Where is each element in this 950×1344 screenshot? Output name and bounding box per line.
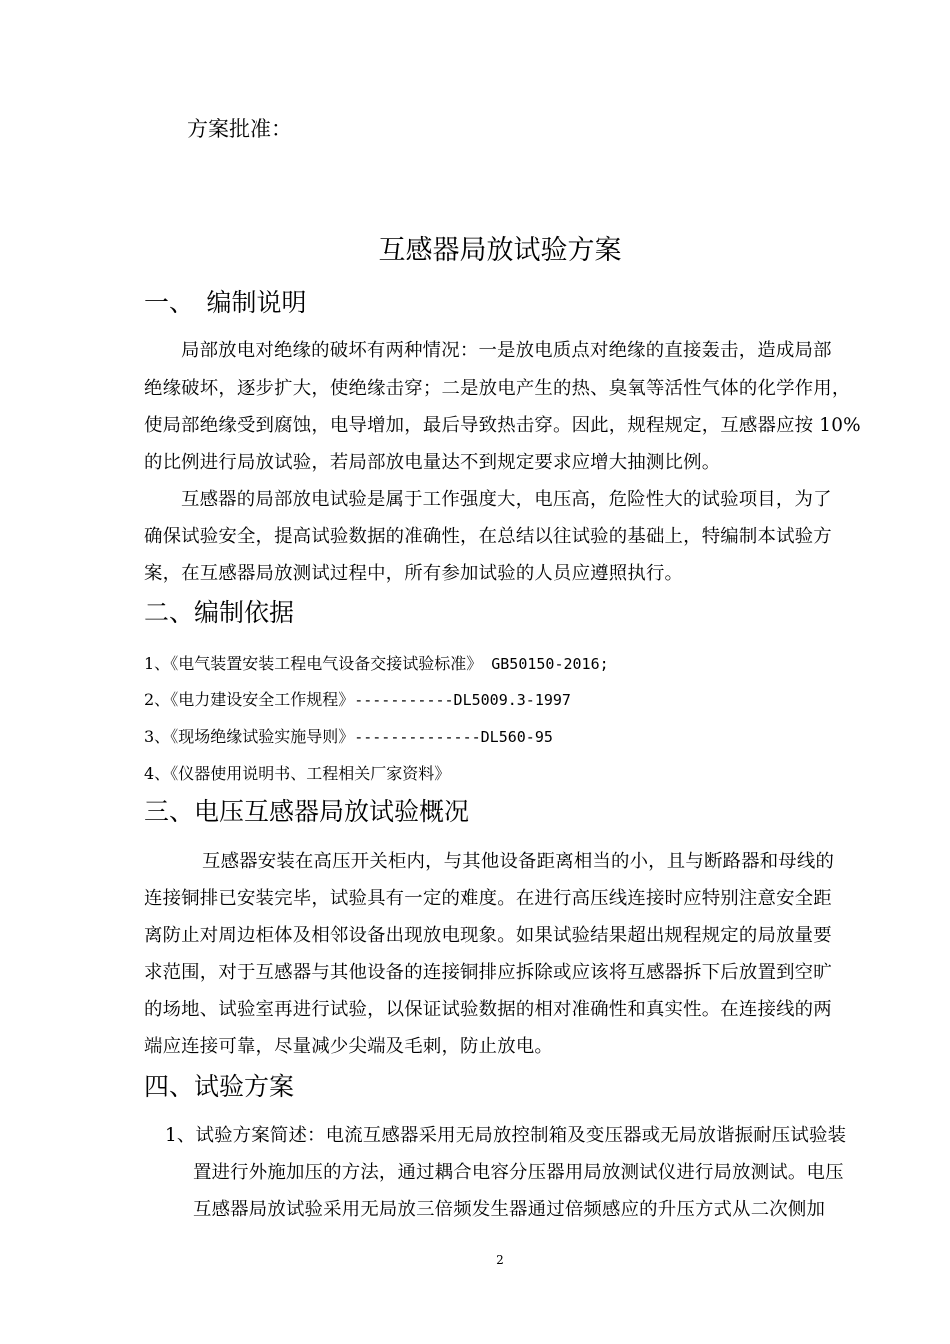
section-1-para-1-line: 的比例进行局放试验，若局部放电量达不到规定要求应增大抽测比例。 [144,452,721,473]
reference-title: 《电气装置安装工程电气设备交接试验标准》 [170,654,483,673]
reference-code: -----------DL5009.3-1997 [354,691,571,709]
reference-title: 《仪器使用说明书、工程相关厂家资料》 [170,764,451,783]
section-heading-3: 三、电压互感器局放试验概况 [144,797,470,826]
section-3-para-line: 互感器安装在高压开关柜内，与其他设备距离相当的小，且与断路器和母线的 [202,851,835,872]
section-1-para-2-line: 互感器的局部放电试验是属于工作强度大，电压高，危险性大的试验项目，为了 [181,489,832,510]
reference-item [144,687,571,710]
reference-item [144,761,450,784]
section-3-para-line: 求范围，对于互感器与其他设备的连接铜排应拆除或应该将互感器拆下后放置到空旷 [144,962,832,983]
section-1-para-2-line: 确保试验安全，提高试验数据的准确性，在总结以往试验的基础上，特编制本试验方 [144,526,832,547]
section-3-para-line: 端应连接可靠，尽量减少尖端及毛刺，防止放电。 [144,1036,553,1057]
section-4-item-line: 置进行外施加压的方法，通过耦合电容分压器用局放测试仪进行局放测试。电压 [193,1162,844,1183]
reference-code: GB50150-2016; [482,655,609,673]
section-1-para-1-line: 局部放电对绝缘的破坏有两种情况：一是放电质点对绝缘的直接轰击，造成局部 [181,340,832,361]
section-heading-1: 一、 编制说明 [144,288,307,317]
reference-item [144,724,553,747]
reference-number: 3、 [144,727,171,746]
reference-number: 1、 [144,654,171,673]
reference-item [144,651,609,674]
section-1-para-2-line: 案，在互感器局放测试过程中，所有参加试验的人员应遵照执行。 [144,563,684,584]
section-4-item-line: 1、试验方案简述：电流互感器采用无局放控制箱及变压器或无局放谐振耐压试验装 [165,1125,847,1146]
section-3-para-line: 离防止对周边柜体及相邻设备出现放电现象。如果试验结果超出规程规定的局放量要 [144,925,832,946]
section-1-para-1-line: 使局部绝缘受到腐蚀，电导增加，最后导致热击穿。因此，规程规定，互感器应按 10% [144,415,861,436]
section-1-para-1-line: 绝缘破坏，逐步扩大，使绝缘击穿；二是放电产生的热、臭氧等活性气体的化学作用， [144,378,851,399]
section-heading-2: 二、编制依据 [144,598,295,627]
approval-label: 方案批准： [187,117,292,141]
section-3-para-line: 的场地、试验室再进行试验，以保证试验数据的相对准确性和真实性。在连接线的两 [144,999,832,1020]
section-3-para-line: 连接铜排已安装完毕，试验具有一定的难度。在进行高压线连接时应特别注意安全距 [144,888,832,909]
section-heading-4: 四、试验方案 [144,1072,295,1101]
document-title: 互感器局放试验方案 [378,235,622,266]
reference-number: 4、 [144,764,171,783]
section-4-item-line: 互感器局放试验采用无局放三倍频发生器通过倍频感应的升压方式从二次侧加 [193,1199,826,1220]
reference-title: 《电力建设安全工作规程》 [170,690,355,709]
reference-code: --------------DL560-95 [354,728,553,746]
page-number: 2 [496,1253,504,1267]
reference-title: 《现场绝缘试验实施导则》 [170,727,355,746]
reference-number: 2、 [144,690,171,709]
